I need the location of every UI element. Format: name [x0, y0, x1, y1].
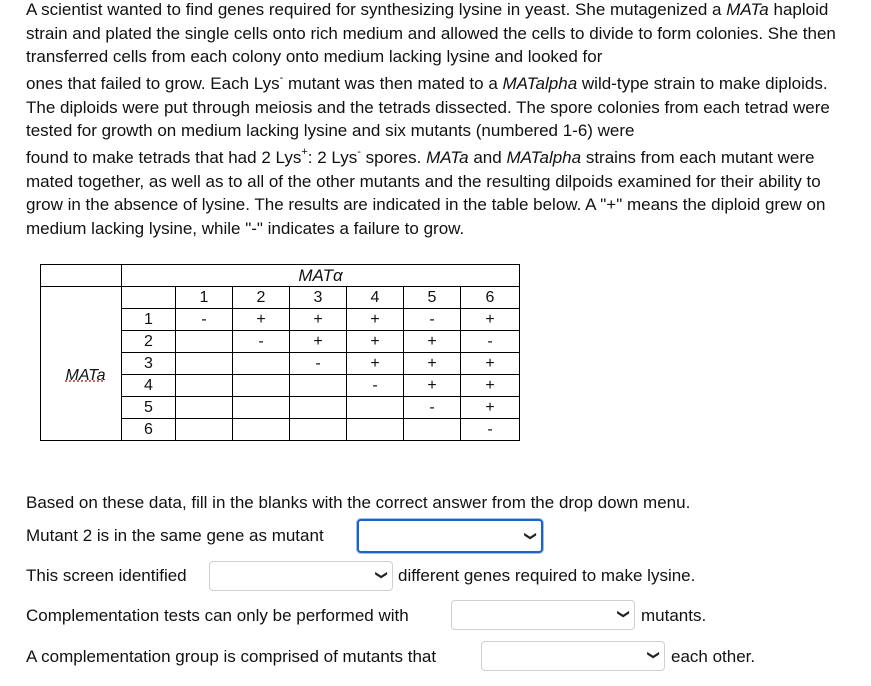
- result-cell: +: [461, 375, 520, 397]
- result-cell: -: [290, 353, 347, 375]
- column-header: 6: [461, 287, 520, 309]
- result-cell: [290, 419, 347, 441]
- result-cell: [290, 397, 347, 419]
- table-blank-cell: [122, 287, 176, 309]
- question-4-text: A complementation group is comprised of mutants that: [26, 647, 437, 666]
- result-cell: -: [176, 309, 233, 331]
- result-cell: [176, 375, 233, 397]
- result-cell: +: [347, 353, 404, 375]
- question-3-dropdown[interactable]: [451, 600, 635, 630]
- row-header: 3: [122, 353, 176, 375]
- intro-paragraph-2: ones that failed to grow. Each Lys- mutant was then mated to a MATalpha wild-type strain to make diploids. The diploids were put through meiosis and the tetrads dissected. The spore colonies from each tetrad were tested for growth on medium lacking lysine and six mutants (numbered 1-6) were: [26, 72, 830, 140]
- result-cell: [404, 419, 461, 441]
- question-4-dropdown[interactable]: [481, 641, 665, 671]
- question-4-suffix: each other.: [671, 647, 756, 666]
- result-cell: +: [461, 309, 520, 331]
- mat-a-header-cell: [41, 287, 122, 441]
- row-header: 6: [122, 419, 176, 441]
- result-cell: -: [461, 419, 520, 441]
- result-cell: [176, 419, 233, 441]
- result-cell: [290, 375, 347, 397]
- result-cell: +: [290, 309, 347, 331]
- row-header: 2: [122, 331, 176, 353]
- column-header: 1: [176, 287, 233, 309]
- question-2-suffix: different genes required to make lysine.: [398, 566, 696, 585]
- result-cell: +: [461, 397, 520, 419]
- instructions-text: Based on these data, fill in the blanks with the correct answer from the drop down menu.: [26, 493, 691, 512]
- result-cell: [233, 397, 290, 419]
- result-cell: [176, 353, 233, 375]
- mat-a-label: MATa: [65, 366, 106, 384]
- result-cell: +: [347, 309, 404, 331]
- question-2-dropdown[interactable]: [209, 561, 393, 591]
- result-cell: +: [290, 331, 347, 353]
- column-header: 2: [233, 287, 290, 309]
- question-1-text: Mutant 2 is in the same gene as mutant: [26, 526, 324, 545]
- row-header: 1: [122, 309, 176, 331]
- result-cell: [347, 397, 404, 419]
- chevron-down-icon: ❯: [523, 530, 538, 542]
- result-cell: [233, 375, 290, 397]
- row-header: 5: [122, 397, 176, 419]
- intro-paragraph-1: A scientist wanted to find genes required for synthesizing lysine in yeast. She mutagenized a MATa haploid strain and plated the single cells onto rich medium and allowed the cells to divide to form colonies. She then transferred cells from each colony onto medium lacking lysine and looked for: [26, 0, 836, 66]
- complementation-table: [40, 264, 520, 441]
- result-cell: [233, 419, 290, 441]
- question-2-text: This screen identified: [26, 566, 187, 585]
- question-3-text: Complementation tests can only be performed with: [26, 606, 409, 625]
- result-cell: -: [233, 331, 290, 353]
- column-header: 5: [404, 287, 461, 309]
- result-cell: -: [404, 309, 461, 331]
- result-cell: +: [461, 353, 520, 375]
- column-header: 3: [290, 287, 347, 309]
- result-cell: +: [404, 353, 461, 375]
- result-cell: +: [347, 331, 404, 353]
- mat-alpha-header: MATα: [122, 265, 520, 287]
- result-cell: -: [404, 397, 461, 419]
- result-cell: [176, 331, 233, 353]
- column-header: 4: [347, 287, 404, 309]
- result-cell: +: [404, 331, 461, 353]
- result-cell: -: [347, 375, 404, 397]
- chevron-down-icon: ❯: [646, 649, 661, 661]
- chevron-down-icon: ❯: [374, 569, 389, 581]
- result-cell: +: [233, 309, 290, 331]
- result-cell: [347, 419, 404, 441]
- result-cell: [233, 353, 290, 375]
- result-cell: [176, 397, 233, 419]
- question-3-suffix: mutants.: [641, 606, 707, 625]
- chevron-down-icon: ❯: [616, 608, 631, 620]
- result-cell: +: [404, 375, 461, 397]
- intro-paragraph-3: found to make tetrads that had 2 Lys+: 2 Lys- spores. MATa and MATalpha strains from each mutant were mated together, as well as to all of the other mutants and the resulting dilpoids examined for their ability to grow in the absence of lysine. The results are indicated in the table below. A "+" means the diploid grew on medium lacking lysine, while "-" indicates a failure to grow.: [26, 146, 826, 238]
- table-corner-cell: [41, 265, 122, 287]
- row-header: 4: [122, 375, 176, 397]
- result-cell: -: [461, 331, 520, 353]
- question-1-dropdown[interactable]: [357, 519, 543, 553]
